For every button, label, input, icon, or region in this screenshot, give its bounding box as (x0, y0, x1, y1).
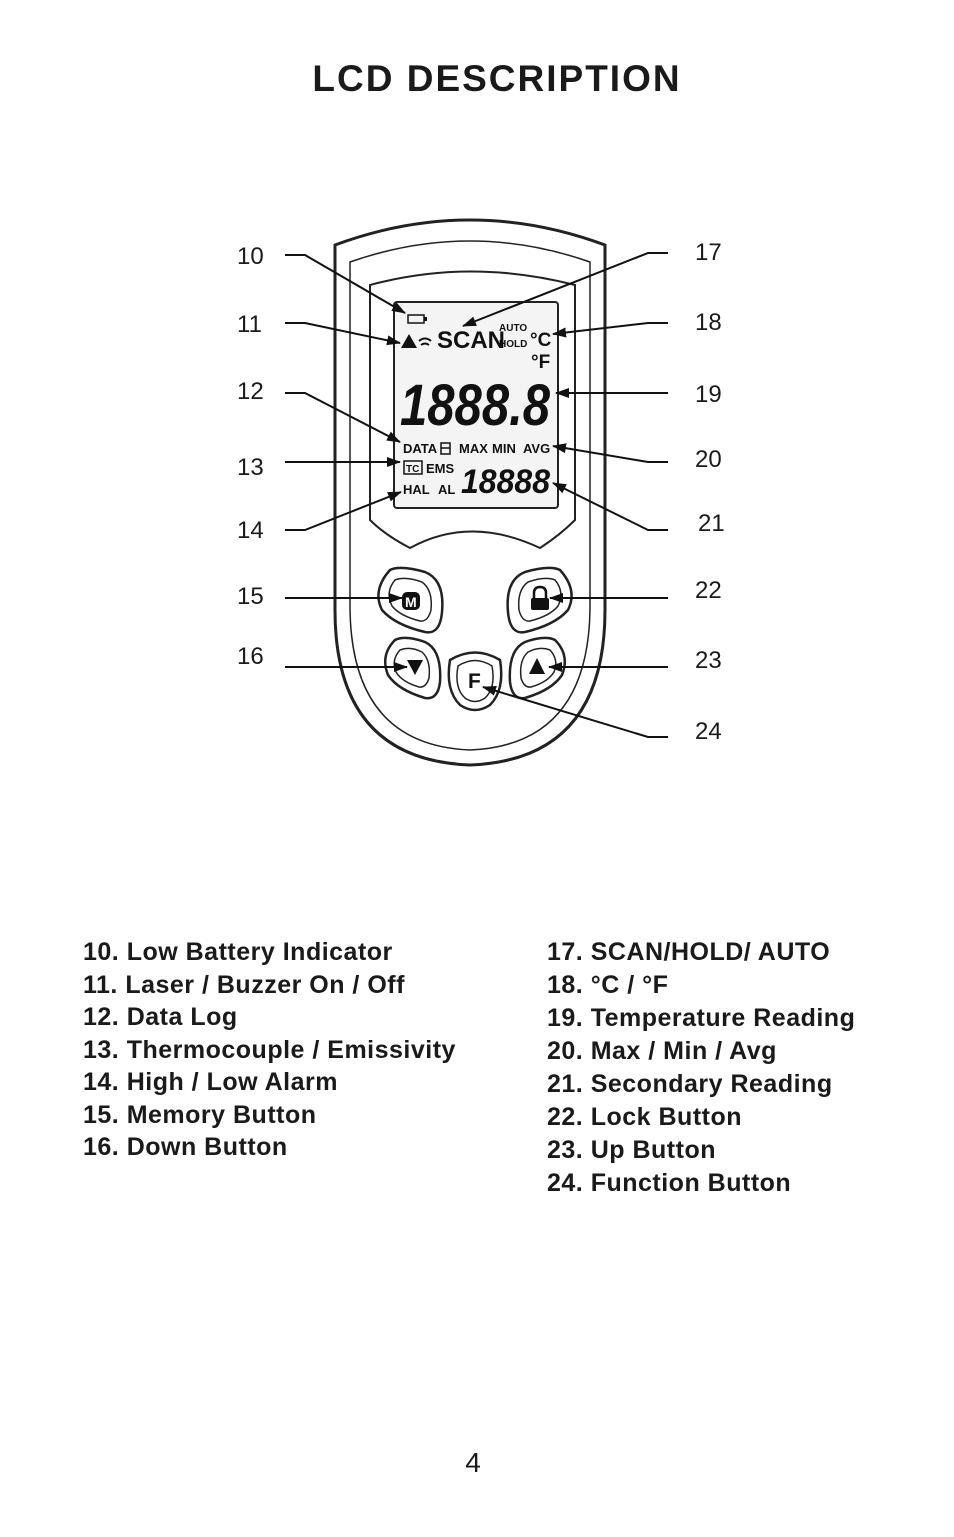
callout-11: 11 (237, 311, 262, 338)
legend-item: 21. Secondary Reading (547, 1070, 833, 1098)
legend-item: 24. Function Button (547, 1169, 792, 1197)
legend-item: 14. High / Low Alarm (83, 1068, 338, 1096)
legend-item: 13. Thermocouple / Emissivity (83, 1035, 456, 1064)
callout-23: 23 (695, 647, 722, 674)
legend-item: 20. Max / Min / Avg (547, 1037, 777, 1065)
lcd-hal: HAL (403, 482, 430, 497)
lcd-data: DATA (403, 441, 438, 456)
lcd-celsius: °C (530, 330, 552, 351)
callout-24: 24 (695, 718, 722, 745)
callout-13: 13 (237, 454, 264, 481)
lcd-auto: AUTO (499, 323, 528, 334)
lcd-main-reading: 1888.8 (400, 373, 551, 438)
function-button-label: F (468, 670, 481, 693)
callout-14: 14 (237, 517, 264, 544)
lock-button[interactable] (508, 568, 572, 632)
memory-button-label: M (405, 594, 417, 610)
callout-17: 17 (695, 239, 722, 266)
lcd-avg: AVG (523, 441, 551, 456)
lcd-min: MIN (492, 441, 516, 456)
lcd-tc: TC (406, 464, 420, 475)
callout-20: 20 (695, 446, 722, 473)
memory-button[interactable] (378, 568, 442, 632)
callout-18: 18 (695, 309, 722, 336)
callout-16: 16 (237, 643, 264, 670)
legend-item: 17. SCAN/HOLD/ AUTO (547, 938, 831, 966)
callout-10: 10 (237, 243, 264, 270)
lcd-fahrenheit: °F (531, 352, 551, 373)
legend-item: 16. Down Button (83, 1133, 288, 1161)
legend-item: 19. Temperature Reading (547, 1004, 856, 1032)
callout-12: 12 (237, 378, 264, 405)
page-title: LCD DESCRIPTION (312, 58, 682, 99)
function-button[interactable] (449, 653, 502, 711)
legend-item: 10. Low Battery Indicator (83, 938, 393, 966)
legend-item: 12. Data Log (83, 1003, 238, 1031)
page-number: 4 (465, 1447, 481, 1478)
legend-item: 22. Lock Button (547, 1103, 743, 1131)
legend-item: 18. °C / °F (547, 971, 669, 999)
lcd-hold: HOLD (499, 339, 528, 350)
callout-22: 22 (695, 577, 722, 604)
legend-right (547, 936, 855, 1200)
callout-19: 19 (695, 381, 722, 408)
lcd-scan: SCAN (437, 327, 506, 354)
lcd-secondary-reading: 18888 (461, 463, 551, 501)
lcd-ems: EMS (426, 461, 455, 476)
legend-item: 23. Up Button (547, 1136, 716, 1164)
down-button[interactable] (385, 638, 440, 698)
legend-item: 11. Laser / Buzzer On / Off (83, 970, 405, 999)
callout-21: 21 (698, 510, 725, 537)
legend-left (83, 936, 456, 1164)
lcd-max: MAX (459, 441, 488, 456)
callout-15: 15 (237, 583, 264, 610)
lcd-al: AL (438, 482, 456, 497)
legend-item: 15. Memory Button (83, 1100, 317, 1129)
up-button[interactable] (510, 638, 565, 698)
